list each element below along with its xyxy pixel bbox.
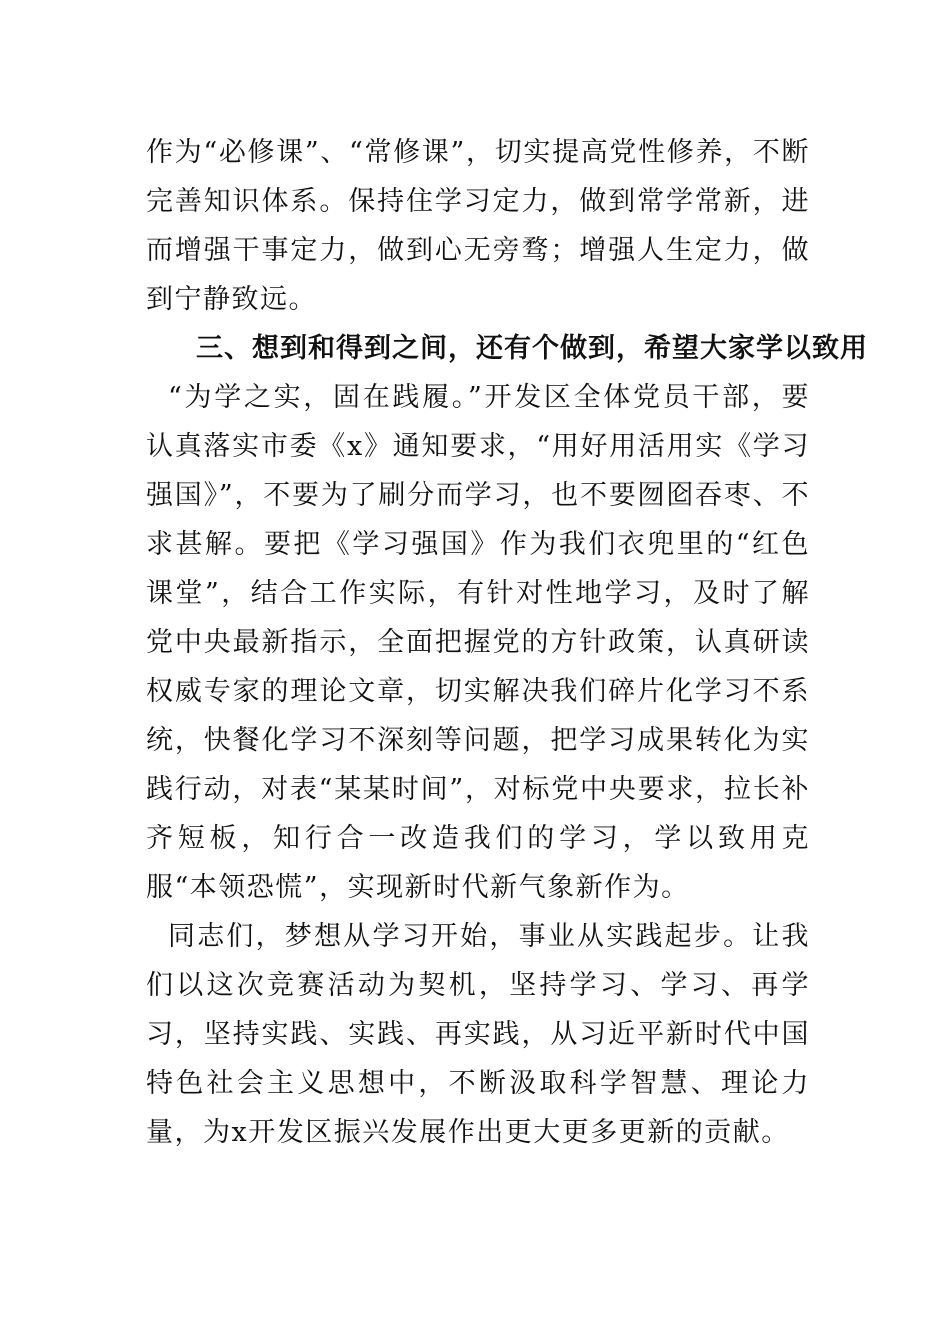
paragraph-continuation: 作为“必修课”、“常修课”，切实提高党性修养，不断完善知识体系。保持住学习定力，做到常学常新，进而增强干事定力，做到心无旁骛；增强人生定力，做到宁静致远。: [146, 137, 810, 315]
paragraph-closing: 同志们，梦想从学习开始，事业从实践起步。让我们以这次竞赛活动为契机，坚持学习、学习、再学习，坚持实践、实践、再实践，从习近平新时代中国特色社会主义思想中，不断汲取科学智慧、理论力量，为x开发区振兴发展作出更大更多更新的贡献。: [146, 921, 810, 1148]
section-heading-3: 三、想到和得到之间，还有个做到，希望大家学以致用: [196, 333, 868, 364]
paragraph-practice: “为学之实，固在践履。”开发区全体党员干部，要认真落实市委《x》通知要求，“用好用活用实《学习强国》”，不要为了刷分而学习，也不要囫囵吞枣、不求甚解。要把《学习强国》作为我们衣兜里的“红色课堂”，结合工作实际，有针对性地学习，及时了解党中央最新指示，全面把握党的方针政策，认真研读权威专家的理论文章，切实解决我们碎片化学习不系统，快餐化学习不深刻等问题，把学习成果转化为实践行动，对表“某某时间”，对标党中央要求，拉长补齐短板，知行合一改造我们的学习，学以致用克服“本领恐慌”，实现新时代新气象新作为。: [146, 382, 810, 903]
document-body: [146, 128, 868, 1157]
